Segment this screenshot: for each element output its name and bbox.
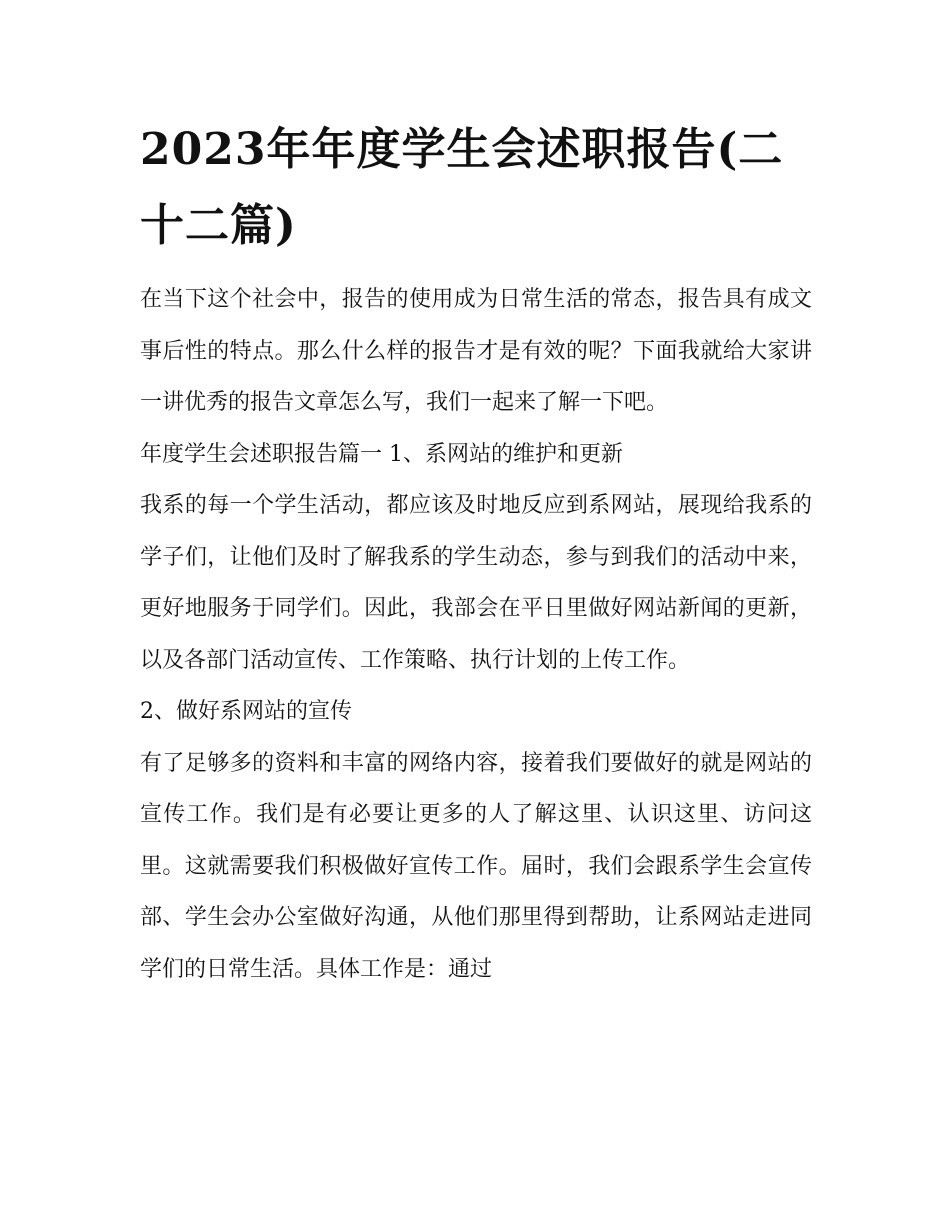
intro-paragraph: 在当下这个社会中，报告的使用成为日常生活的常态，报告具有成文事后性的特点。那么什么样的报告才是有效的呢？下面我就给大家讲一讲优秀的报告文章怎么写，我们一起来了解一下吧。 bbox=[140, 287, 812, 415]
document-title: 2023年年度学生会述职报告(二十二篇) bbox=[140, 124, 784, 251]
document-page bbox=[140, 112, 812, 995]
section-1-paragraph: 我系的每一个学生活动，都应该及时地反应到系网站，展现给我系的学子们，让他们及时了解我系的学生动态，参与到我们的活动中来，更好地服务于同学们。因此，我部会在平日里做好网站新闻的更新，以及各部门活动宣传、工作策略、执行计划的上传工作。 bbox=[140, 493, 812, 673]
section-1-heading: 年度学生会述职报告篇一 1、系网站的维护和更新 bbox=[140, 441, 623, 467]
section-2-paragraph: 有了足够多的资料和丰富的网络内容，接着我们要做好的就是网站的宣传工作。我们是有必要让更多的人了解这里、认识这里、访问这里。这就需要我们积极做好宣传工作。届时，我们会跟系学生会宣传部、学生会办公室做好沟通，从他们那里得到帮助，让系网站走进同学们的日常生活。具体工作是：通过 bbox=[140, 750, 812, 982]
section-2-heading: 2、做好系网站的宣传 bbox=[140, 699, 352, 724]
